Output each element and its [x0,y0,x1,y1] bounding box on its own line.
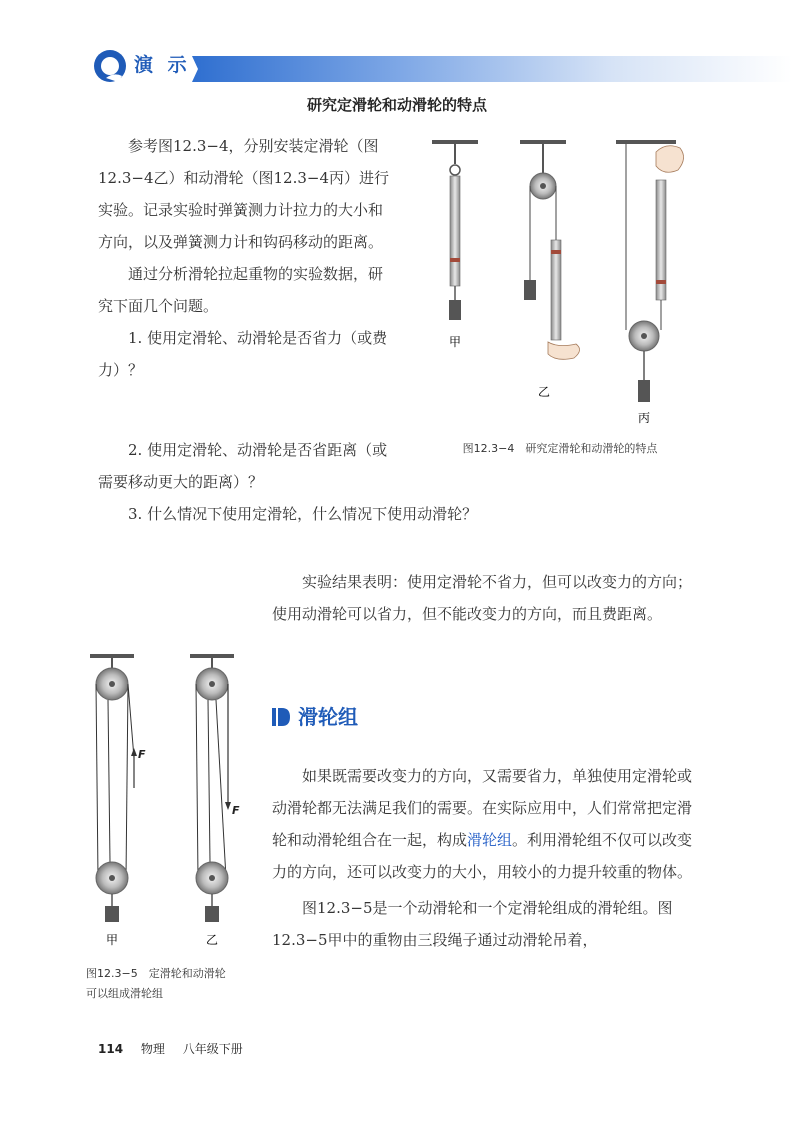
figure-12-3-5 [78,648,258,954]
demo-question-3: 3. 什么情况下使用定滑轮，什么情况下使用动滑轮？ [128,505,478,523]
page-footer [98,1040,257,1057]
demo-title: 研究定滑轮和动滑轮的特点 [306,96,487,114]
figure-12-3-4 [420,130,700,430]
demo-logo-icon [92,48,128,84]
demo-question-1: 1. 使用定滑轮、动滑轮是否省力（或费力）？ [98,329,388,379]
demo-paragraph-1: 参考图12.3−4，分别安装定滑轮（图12.3−4乙）和动滑轮（图12.3−4丙）进行实验。记录实验时弹簧测力计拉力的大小和方向，以及弹簧测力计和钩码移动的距离。 [98,137,390,251]
figure4-caption: 图12.3−4 研究定滑轮和动滑轮的特点 [462,442,658,455]
demo-text [98,130,390,386]
setup-yi [520,140,580,359]
setup-jia [432,140,478,320]
footer-grade: 八年级下册 [182,1042,243,1056]
force-label-jia: F [138,748,146,761]
body-text [272,760,696,960]
figure4-label-yi: 乙 [537,385,551,399]
demo-banner [92,46,792,86]
body-paragraph-1-end: 。利用滑轮组不仅可以改变力的方向，还可以改变力的大小，用较小的力提升较重的物体。 [272,831,693,881]
banner-gradient-bar [192,56,792,82]
section-marker-icon [272,708,290,726]
results-paragraph: 实验结果表明：使用定滑轮不省力，但可以改变力的方向；使用动滑轮可以省力，但不能改变力的方向，而且费距离。 [272,573,693,623]
figure5-caption [86,964,266,1004]
term-pulley-block: 滑轮组 [467,831,513,849]
demo-question-2: 2. 使用定滑轮、动滑轮是否省距离（或需要移动更大的距离）？ [98,441,388,491]
body-paragraph-2: 图12.3−5是一个动滑轮和一个定滑轮组成的滑轮组。图12.3−5甲中的重物由三段绳子通过动滑轮吊着， [272,899,673,949]
force-label-yi: F [232,804,240,817]
figure4-label-bing: 丙 [637,411,651,425]
pulley-block-jia [90,654,146,922]
figure5-caption-line1: 图12.3−5 定滑轮和动滑轮 [86,967,226,980]
body-paragraph-1 [272,760,696,888]
setup-bing [616,140,684,402]
demo-paragraph-2: 通过分析滑轮拉起重物的实验数据，研究下面几个问题。 [98,265,384,315]
page-number: 114 [98,1042,124,1056]
figure4-label-jia: 甲 [448,335,462,349]
figure5-label-yi: 乙 [205,933,219,947]
section-title: 滑轮组 [298,705,358,729]
body-paragraph-1-start: 如果既需要改变力的方向，又需要省力，单独使用定滑轮或动滑轮都无法满足我们的需要。在实际应用中，人们常常把定滑轮和动滑轮组合在一起，构成 [272,767,693,849]
banner-label: 演 示 [134,54,191,76]
footer-subject: 物理 [140,1042,165,1056]
figure5-caption-line2: 可以组成滑轮组 [86,987,163,1000]
figure5-label-jia: 甲 [105,933,119,947]
pulley-block-yi [190,654,240,922]
results-text [272,566,696,630]
